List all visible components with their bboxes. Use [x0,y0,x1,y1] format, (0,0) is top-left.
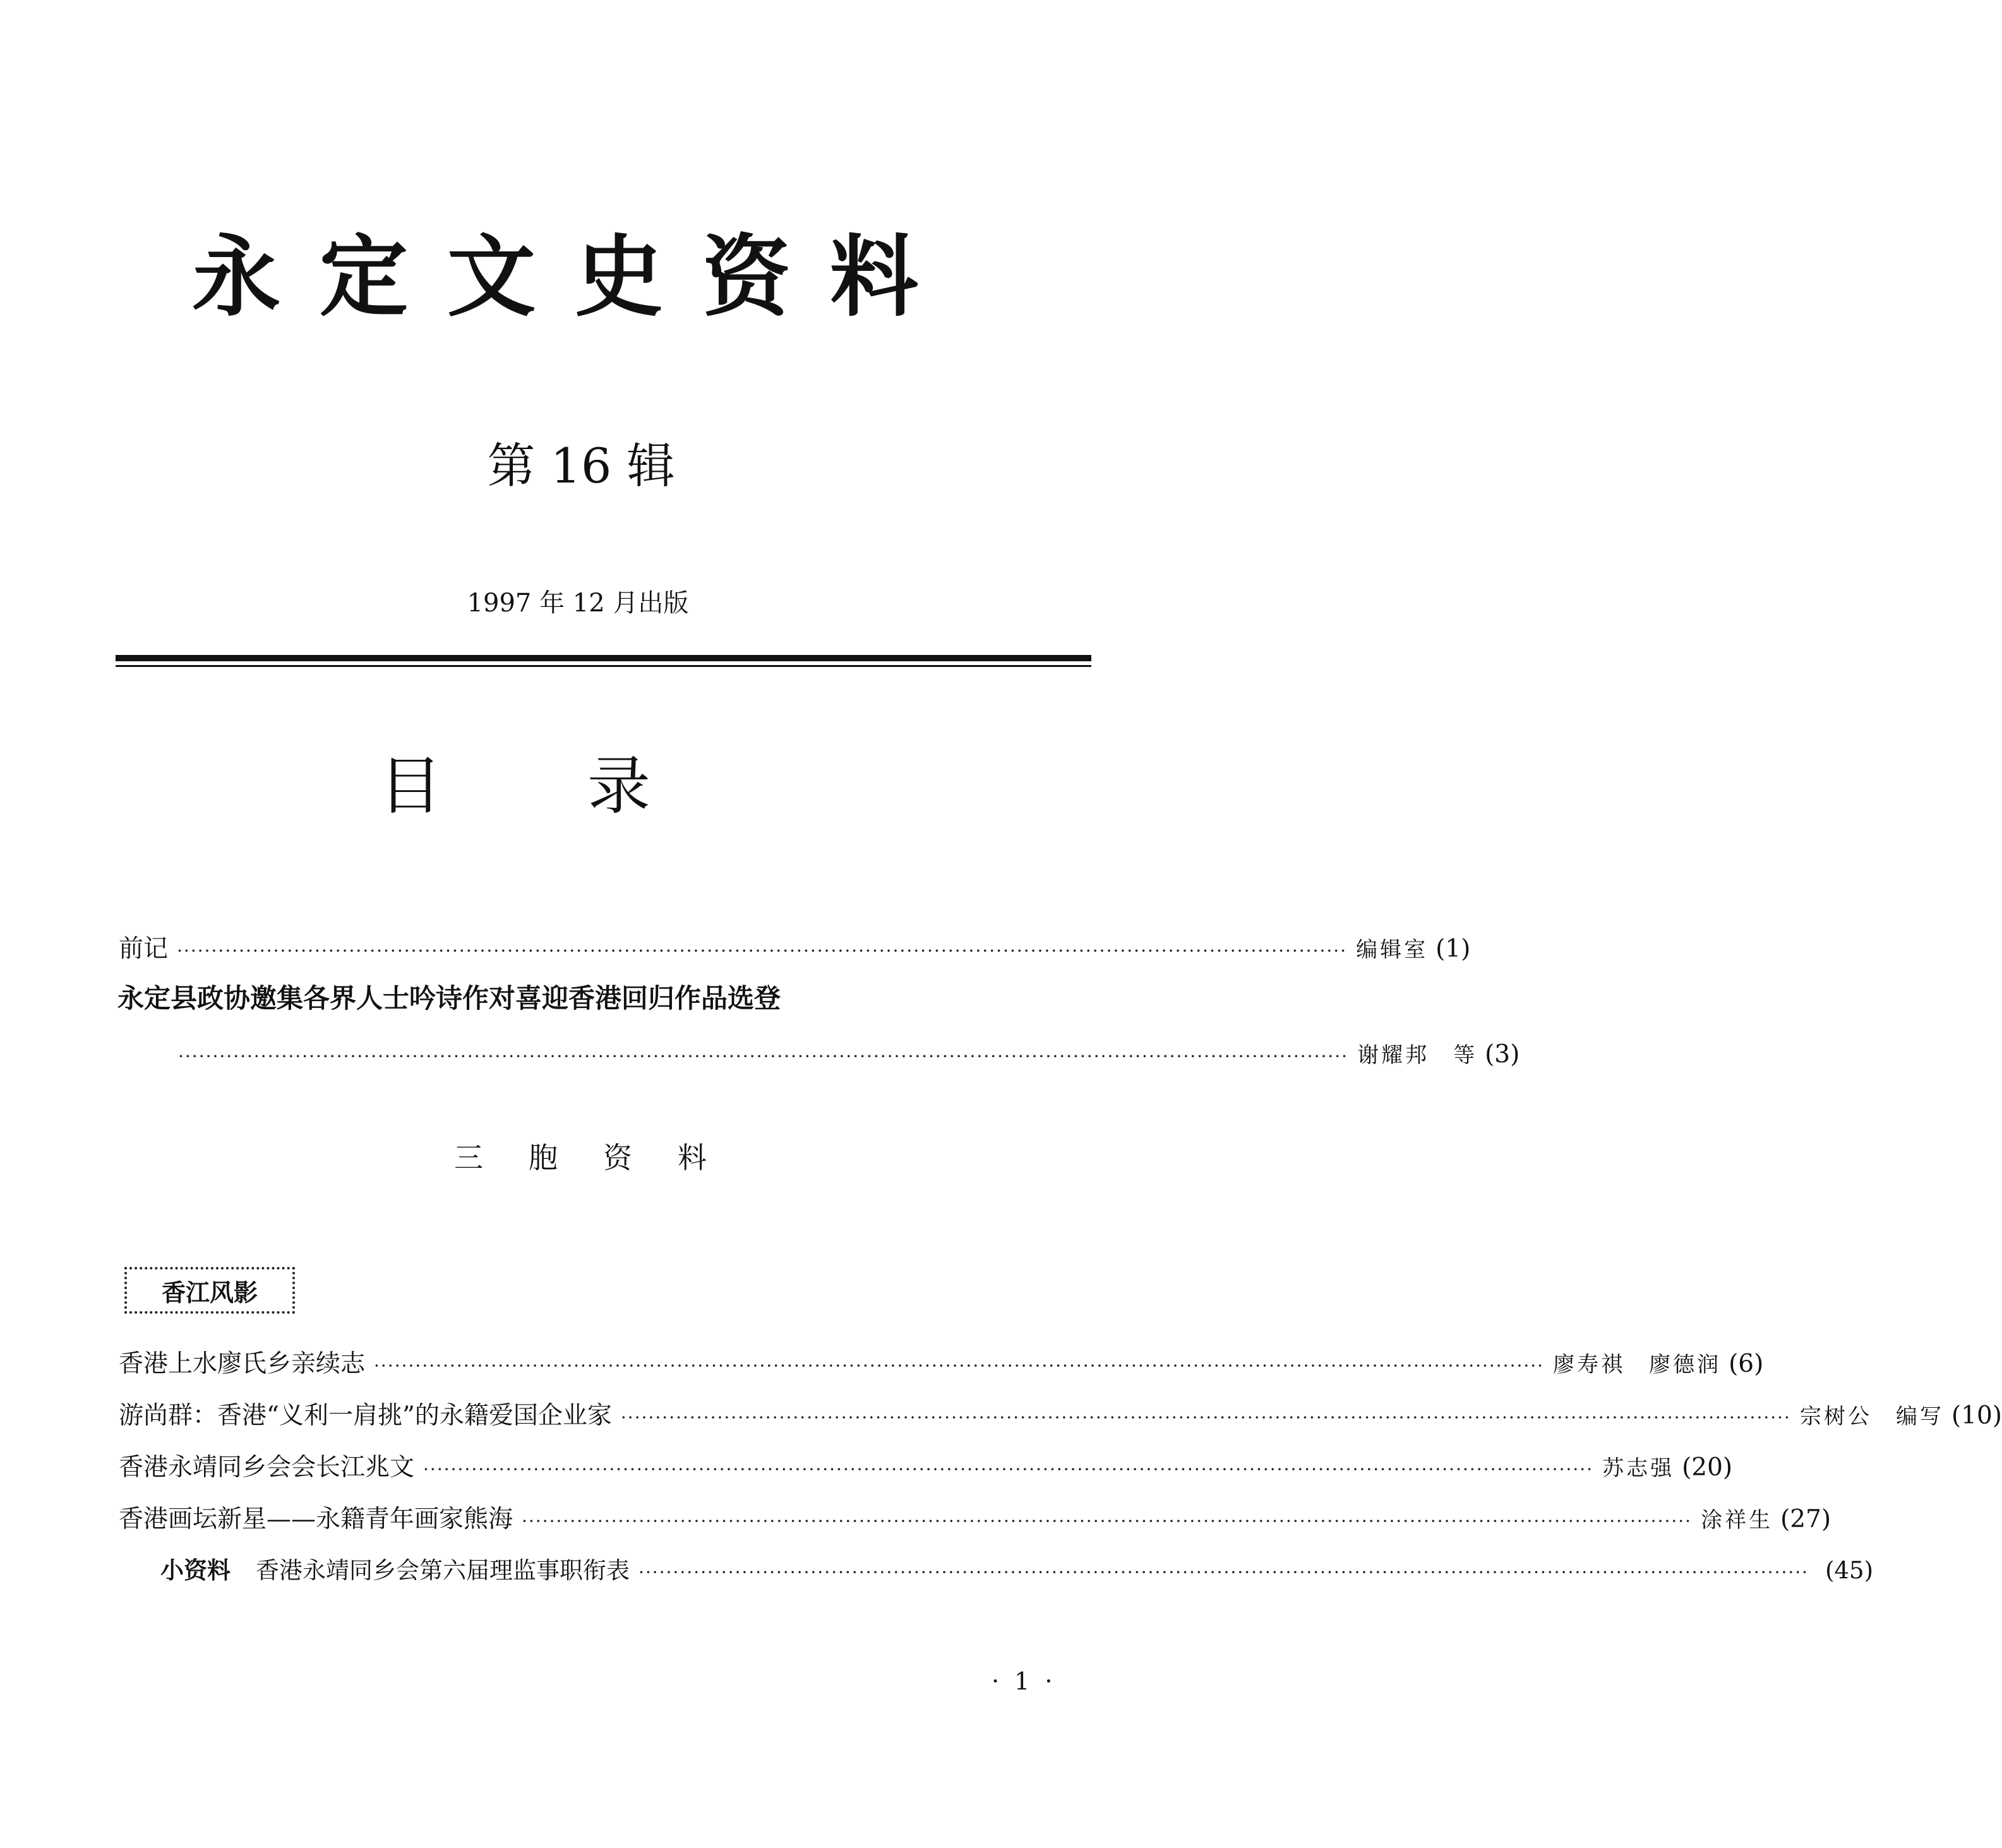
toc-entry [119,1453,1733,1482]
entry-page: (6) [1729,1350,1764,1378]
box-label: 香江风影 [124,1267,295,1314]
toc-entry [119,1401,2002,1430]
entry-author: 编辑室 [1356,937,1429,963]
issue-number: 第 16 辑 [487,438,675,494]
toc-entry-preface [119,935,1471,963]
entry-title: 香港永靖同乡会会长江兆文 [119,1453,415,1482]
entry-author: 宗树公 编写 [1799,1404,1944,1429]
leader-dots: ·········································································································································································· [374,1355,1545,1376]
entry-author: 涂祥生 [1701,1508,1773,1533]
leader-dots: ·········································································································································································· [620,1407,1791,1428]
leader-dots: ·········································································································································································· [177,940,1348,961]
entry-page: (1) [1436,935,1471,963]
page-number: · 1 · [992,1667,1057,1695]
toc-entry [119,1505,1831,1533]
entry-page: (27) [1780,1505,1831,1533]
divider-thick [116,655,1091,661]
toc-entry-small [160,1557,1874,1584]
entry-page: (45) [1825,1557,1874,1584]
toc-heading: 目录 [379,749,796,823]
entry-author: 谢耀邦 等 [1357,1043,1478,1068]
entry-title: 香港上水廖氏乡亲续志 [119,1350,366,1378]
toc-entry-poems [178,1040,1520,1069]
section-heading: 三胞资料 [454,1141,752,1175]
entry-page: (10) [1951,1401,2002,1430]
entry-page: (3) [1485,1040,1520,1069]
book-title: 永定文史资料 [191,226,957,329]
entry-page: (20) [1682,1453,1733,1482]
leader-dots: ·········································································································································································· [638,1562,1809,1583]
entry-title: 香港画坛新星——永籍青年画家熊海 [119,1505,513,1533]
entry-label: 小资料 [160,1557,231,1584]
entry-title: 游尚群：香港“义利一肩挑”的永籍爱国企业家 [119,1401,612,1430]
entry-author: 苏志强 [1602,1456,1675,1481]
entry-title: 前记 [119,935,169,963]
leader-dots: ·········································································································································································· [178,1046,1349,1067]
entry-title-bold: 永定县政协邀集各界人士吟诗作对喜迎香港回归作品选登 [117,983,781,1014]
entry-title: 香港永靖同乡会第六届理监事职衔表 [256,1557,630,1584]
divider-thin [116,665,1091,667]
toc-entry [119,1350,1764,1378]
entry-author: 廖寿祺 廖德润 [1553,1352,1722,1377]
leader-dots: ·········································································································································································· [522,1511,1693,1532]
publication-date: 1997 年 12 月出版 [467,589,689,618]
leader-dots: ·········································································································································································· [423,1459,1594,1480]
